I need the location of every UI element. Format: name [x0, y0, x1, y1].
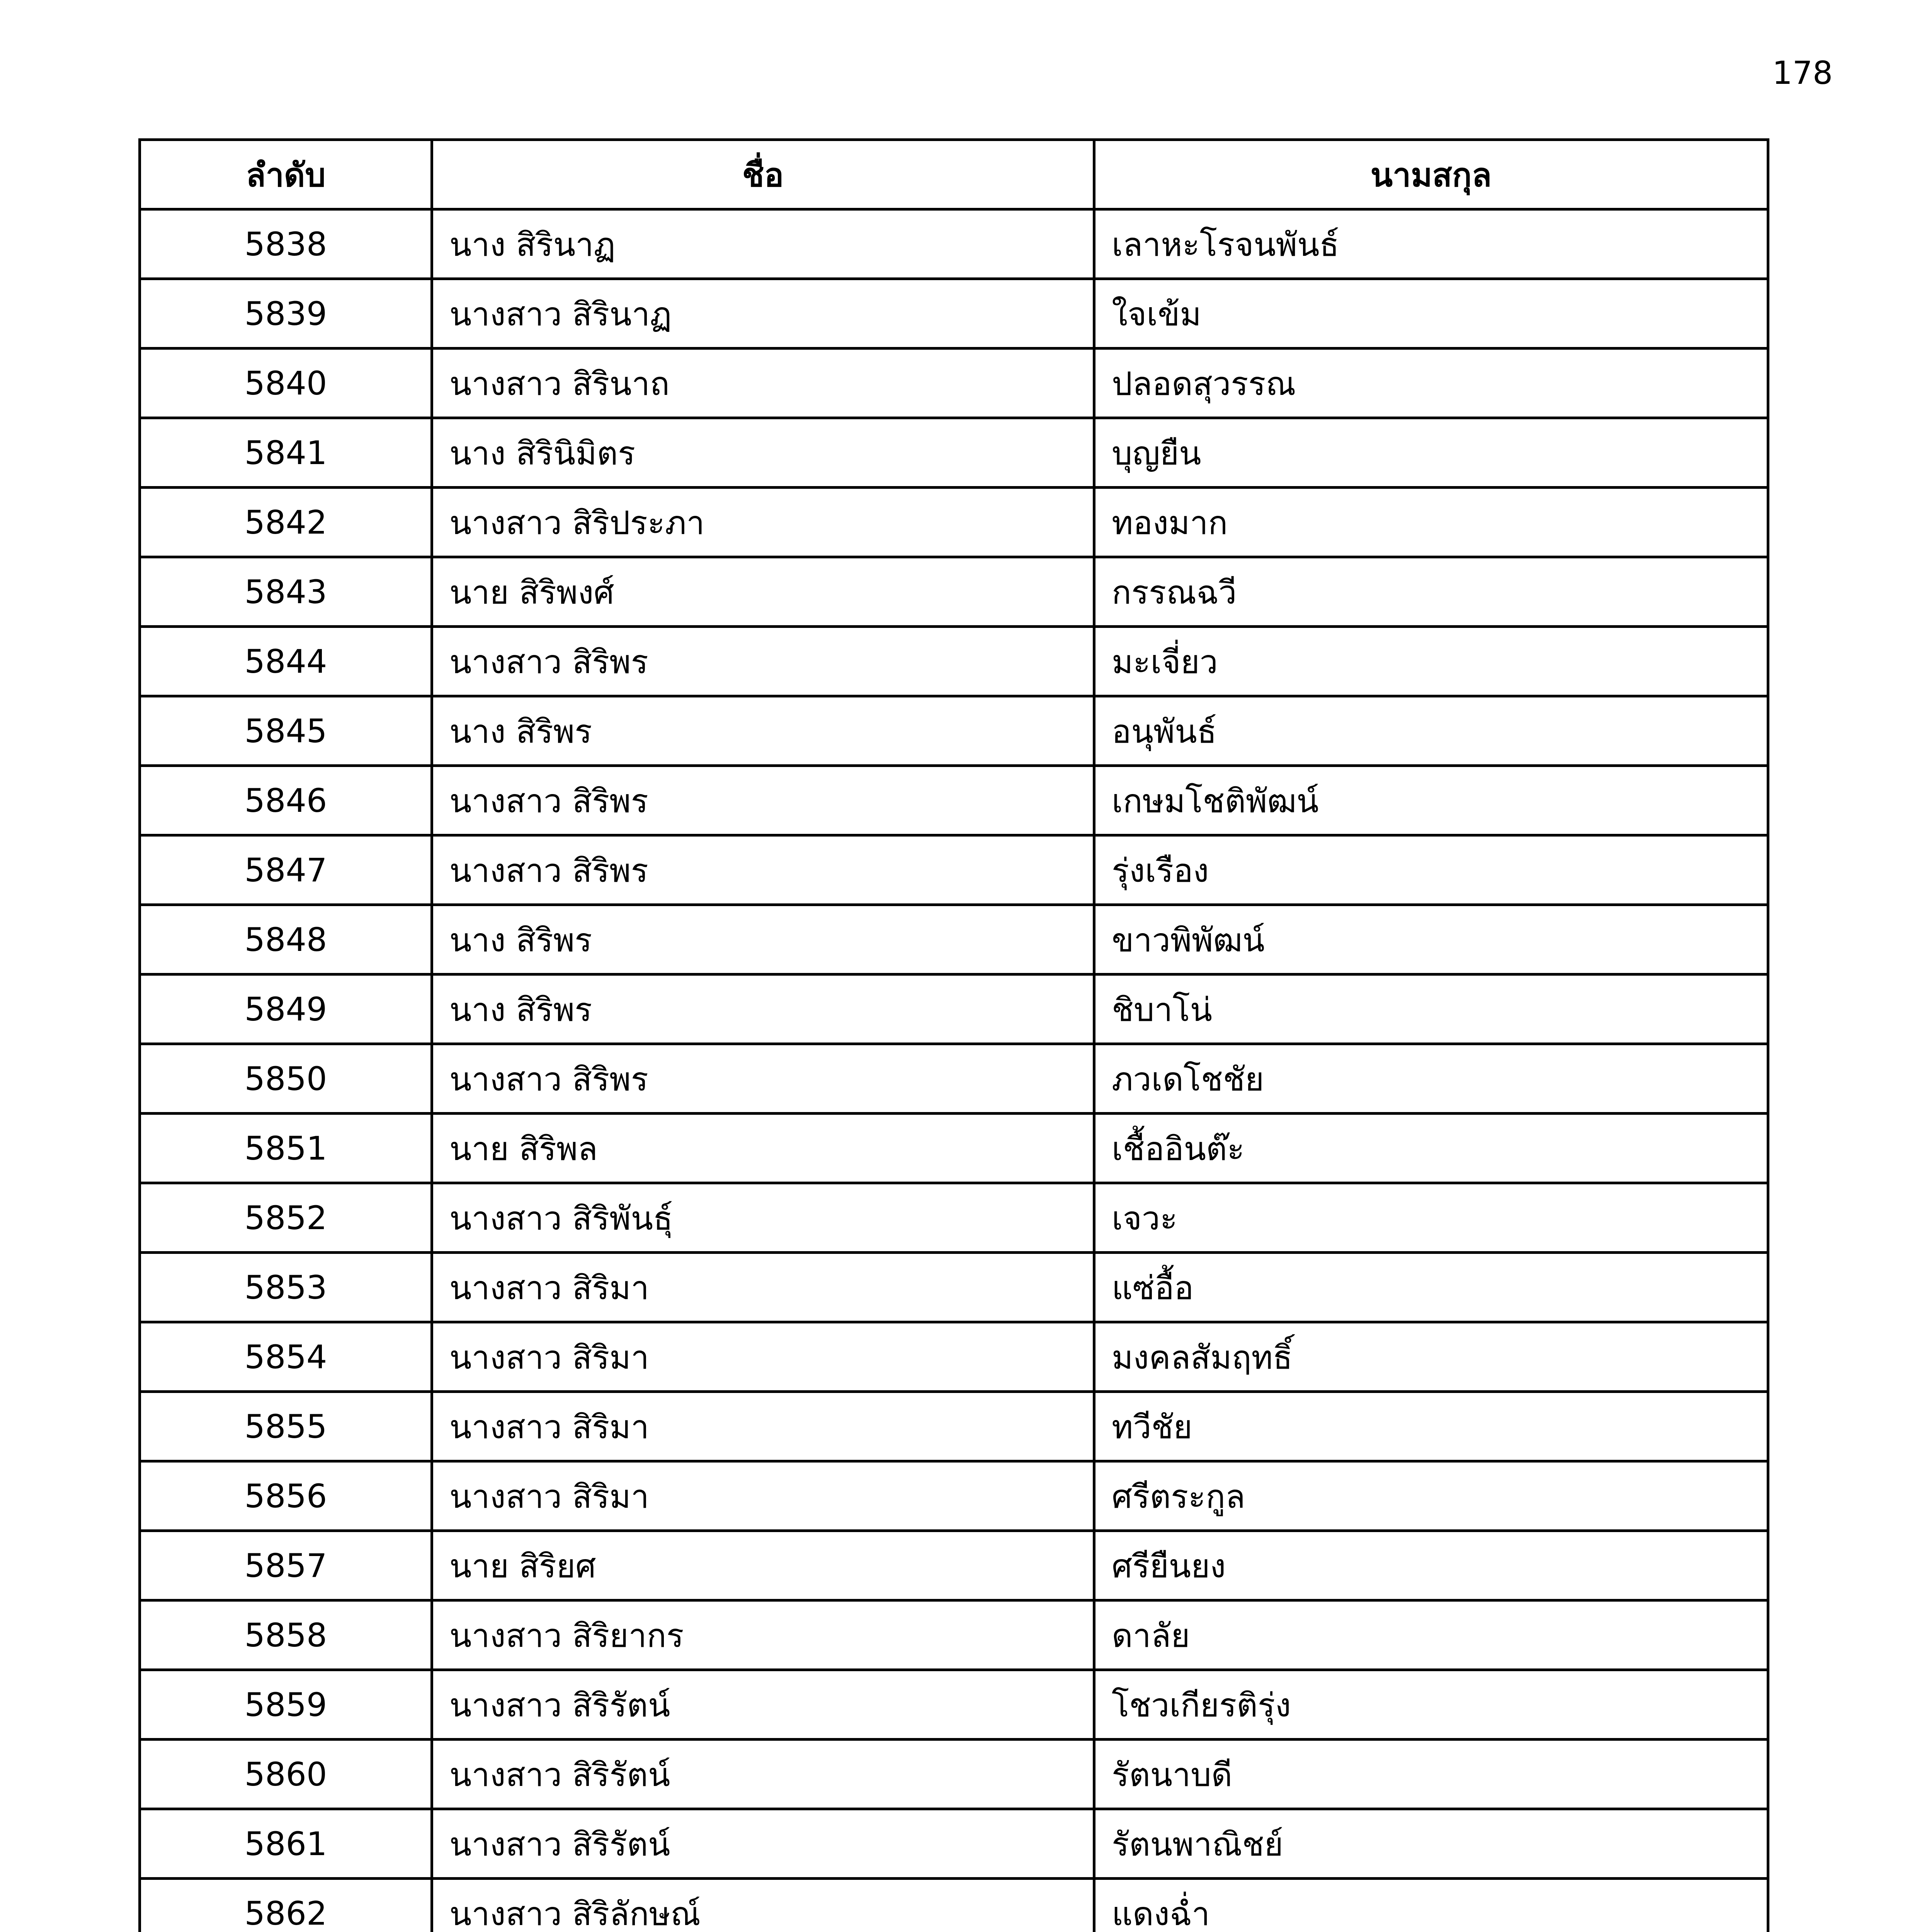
table-row: [140, 1740, 1768, 1809]
table-row: [140, 975, 1768, 1044]
row-number-cell: 5853: [140, 1253, 432, 1322]
surname-cell: แดงฉ่ำ: [1094, 1879, 1768, 1932]
row-number-cell: 5839: [140, 279, 432, 349]
surname-cell: ดาลัย: [1094, 1600, 1768, 1670]
table-row: [140, 418, 1768, 488]
surname-cell: เกษมโชติพัฒน์: [1094, 766, 1768, 835]
surname-cell: มงคลสัมฤทธิ์: [1094, 1322, 1768, 1392]
first-name-cell: นางสาว สิรินาฏ: [432, 279, 1094, 349]
row-number-cell: 5848: [140, 905, 432, 975]
surname-cell: อนุพันธ์: [1094, 696, 1768, 766]
row-number-cell: 5862: [140, 1879, 432, 1932]
surname-cell: ทองมาก: [1094, 488, 1768, 557]
row-number-cell: 5852: [140, 1183, 432, 1253]
table-row: [140, 1044, 1768, 1114]
surname-cell: ปลอดสุวรรณ: [1094, 349, 1768, 418]
row-number-cell: 5851: [140, 1114, 432, 1183]
row-number-cell: 5847: [140, 835, 432, 905]
first-name-cell: นางสาว สิริประภา: [432, 488, 1094, 557]
row-number-cell: 5856: [140, 1461, 432, 1531]
row-number-cell: 5844: [140, 627, 432, 696]
row-number-cell: 5858: [140, 1600, 432, 1670]
row-number-cell: 5842: [140, 488, 432, 557]
table-row: [140, 1114, 1768, 1183]
table-row: [140, 488, 1768, 557]
name-list-table: [138, 138, 1769, 1932]
first-name-cell: นางสาว สิริรัตน์: [432, 1670, 1094, 1740]
table-row: [140, 1392, 1768, 1461]
table-row: [140, 1670, 1768, 1740]
table-row: [140, 209, 1768, 279]
first-name-cell: นางสาว สิรินาถ: [432, 349, 1094, 418]
first-name-cell: นางสาว สิริรัตน์: [432, 1740, 1094, 1809]
table-row: [140, 1322, 1768, 1392]
row-number-cell: 5859: [140, 1670, 432, 1740]
first-name-cell: นาย สิริพล: [432, 1114, 1094, 1183]
first-name-cell: นางสาว สิริลักษณ์: [432, 1879, 1094, 1932]
table-row: [140, 835, 1768, 905]
first-name-cell: นาง สิริพร: [432, 696, 1094, 766]
first-name-cell: นางสาว สิริพร: [432, 1044, 1094, 1114]
first-name-cell: นางสาว สิริพันธุ์: [432, 1183, 1094, 1253]
row-number-cell: 5840: [140, 349, 432, 418]
header-name: ชื่อ: [432, 140, 1094, 209]
first-name-cell: นางสาว สิริรัตน์: [432, 1809, 1094, 1879]
first-name-cell: นางสาว สิริมา: [432, 1461, 1094, 1531]
first-name-cell: นางสาว สิริพร: [432, 766, 1094, 835]
surname-cell: ขาวพิพัฒน์: [1094, 905, 1768, 975]
first-name-cell: นาย สิริพงศ์: [432, 557, 1094, 627]
first-name-cell: นาย สิริยศ: [432, 1531, 1094, 1600]
table-body: [140, 209, 1768, 1932]
first-name-cell: นางสาว สิริมา: [432, 1322, 1094, 1392]
first-name-cell: นาง สิริพร: [432, 975, 1094, 1044]
row-number-cell: 5860: [140, 1740, 432, 1809]
surname-cell: ใจเข้ม: [1094, 279, 1768, 349]
table-row: [140, 1531, 1768, 1600]
surname-cell: แซ่อื้อ: [1094, 1253, 1768, 1322]
surname-cell: ทวีชัย: [1094, 1392, 1768, 1461]
first-name-cell: นาง สิริพร: [432, 905, 1094, 975]
first-name-cell: นางสาว สิริยากร: [432, 1600, 1094, 1670]
table-header-row: [140, 140, 1768, 209]
header-order: ลำดับ: [140, 140, 432, 209]
row-number-cell: 5861: [140, 1809, 432, 1879]
row-number-cell: 5841: [140, 418, 432, 488]
table-row: [140, 1879, 1768, 1932]
table-row: [140, 696, 1768, 766]
first-name-cell: นางสาว สิริพร: [432, 835, 1094, 905]
row-number-cell: 5846: [140, 766, 432, 835]
row-number-cell: 5843: [140, 557, 432, 627]
surname-cell: รัตนาบดี: [1094, 1740, 1768, 1809]
surname-cell: รัตนพาณิชย์: [1094, 1809, 1768, 1879]
page-number: 178: [1772, 55, 1833, 92]
table-row: [140, 279, 1768, 349]
row-number-cell: 5855: [140, 1392, 432, 1461]
row-number-cell: 5854: [140, 1322, 432, 1392]
row-number-cell: 5857: [140, 1531, 432, 1600]
header-surname: นามสกุล: [1094, 140, 1768, 209]
table-row: [140, 1183, 1768, 1253]
table-row: [140, 766, 1768, 835]
table-row: [140, 349, 1768, 418]
surname-cell: รุ่งเรือง: [1094, 835, 1768, 905]
surname-cell: มะเจี่ยว: [1094, 627, 1768, 696]
table-row: [140, 1600, 1768, 1670]
first-name-cell: นางสาว สิริมา: [432, 1392, 1094, 1461]
surname-cell: บุญยืน: [1094, 418, 1768, 488]
table-row: [140, 1461, 1768, 1531]
row-number-cell: 5845: [140, 696, 432, 766]
table-row: [140, 557, 1768, 627]
row-number-cell: 5838: [140, 209, 432, 279]
table-row: [140, 905, 1768, 975]
first-name-cell: นางสาว สิริพร: [432, 627, 1094, 696]
surname-cell: เจวะ: [1094, 1183, 1768, 1253]
table-row: [140, 1809, 1768, 1879]
first-name-cell: นาง สิรินิมิตร: [432, 418, 1094, 488]
row-number-cell: 5850: [140, 1044, 432, 1114]
surname-cell: เชื้ออินต๊ะ: [1094, 1114, 1768, 1183]
first-name-cell: นางสาว สิริมา: [432, 1253, 1094, 1322]
surname-cell: ศรียืนยง: [1094, 1531, 1768, 1600]
surname-cell: ศรีตระกูล: [1094, 1461, 1768, 1531]
row-number-cell: 5849: [140, 975, 432, 1044]
surname-cell: โชวเกียรติรุ่ง: [1094, 1670, 1768, 1740]
first-name-cell: นาง สิรินาฏ: [432, 209, 1094, 279]
surname-cell: เลาหะโรจนพันธ์: [1094, 209, 1768, 279]
surname-cell: ภวเดโชชัย: [1094, 1044, 1768, 1114]
table-row: [140, 627, 1768, 696]
surname-cell: กรรณฉวี: [1094, 557, 1768, 627]
surname-cell: ชิบาโน่: [1094, 975, 1768, 1044]
table-row: [140, 1253, 1768, 1322]
